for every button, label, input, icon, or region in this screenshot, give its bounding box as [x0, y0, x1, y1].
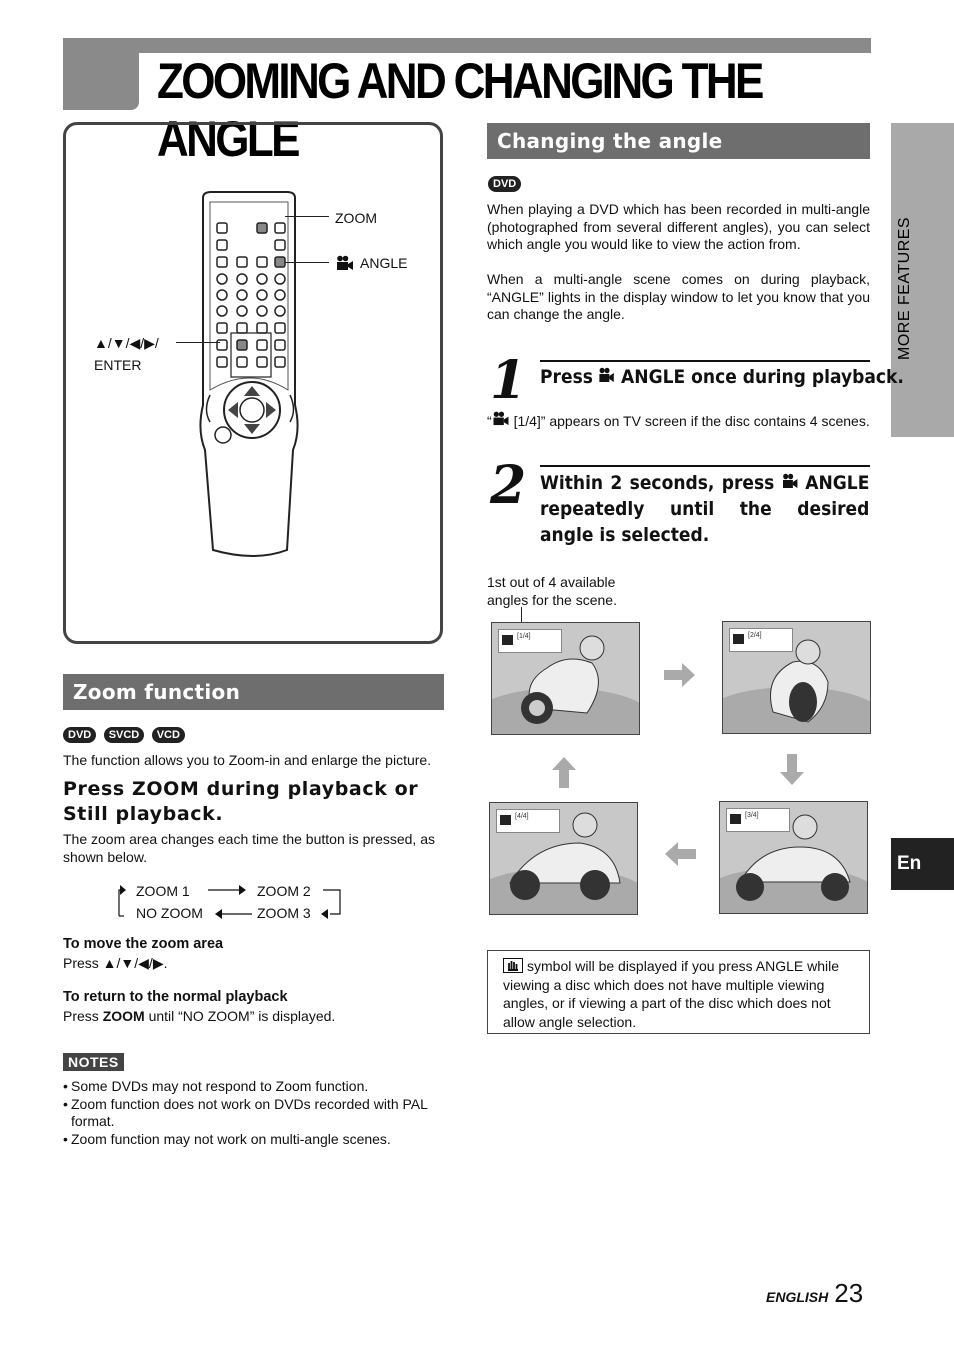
note-text: Some DVDs may not respond to Zoom function. [71, 1078, 369, 1094]
angle-icon [782, 473, 798, 489]
return-text [63, 1008, 335, 1026]
angle-icon [336, 255, 354, 271]
zoom-1-label: ZOOM 1 [136, 883, 190, 899]
zoom-callout: ZOOM [335, 210, 377, 226]
angle-image-1 [491, 622, 640, 735]
return-heading: To return to the normal playback [63, 989, 288, 1005]
angle-osd [729, 628, 793, 652]
angle-image-3 [719, 801, 868, 914]
page-footer [766, 1278, 863, 1309]
arrows-callout: ▲/▼/◀/▶/ [94, 335, 159, 351]
angle-osd-text: [4/4] [515, 813, 529, 820]
angle-osd-icon [733, 634, 744, 644]
language-tab: En [891, 838, 954, 890]
step-1-heading [540, 366, 904, 388]
step-1-number: 1 [490, 350, 527, 411]
badge-svcd: SVCD [104, 727, 145, 743]
angle-osd [726, 808, 790, 832]
step-2-post: ANGLE repeatedly until the desired angle is selected. [540, 472, 870, 546]
no-zoom-label: NO ZOOM [136, 905, 203, 921]
title-tab [63, 38, 139, 110]
zoom-leader-line [285, 216, 329, 217]
angle-osd [498, 629, 562, 653]
badge-dvd: DVD [63, 727, 96, 743]
note-item: • Zoom function may not work on multi-angle scenes. [63, 1130, 391, 1147]
note-item: • Some DVDs may not respond to Zoom function. [63, 1078, 369, 1094]
arrows-leader-line [176, 342, 220, 343]
angle-icon [492, 411, 510, 426]
notes-list [63, 1078, 453, 1148]
note-item: • Zoom function does not work on DVDs recorded with PAL format. [63, 1096, 453, 1131]
page-title: ZOOMING AND CHANGING THE ANGLE [157, 53, 762, 167]
step-1-post: ANGLE once during playback. [621, 366, 904, 388]
step-1-rule [540, 360, 870, 362]
zoom-disc-badges [63, 725, 188, 743]
angle-image-2 [722, 621, 871, 734]
zoom-cycle-diagram [118, 880, 348, 924]
note-text: Zoom function does not work on DVDs recorded with PAL format. [71, 1095, 428, 1129]
no-angle-info-text: symbol will be displayed if you press ANGLE while viewing a disc which does not have multiple viewing angles, or if viewing a part of the disc which does not allow angle selection. [503, 958, 840, 1030]
zoom-intro: The function allows you to Zoom-in and enlarge the picture. [63, 752, 432, 768]
side-tab-label: MORE FEATURES [896, 216, 913, 360]
angle-callout: ANGLE [360, 255, 408, 271]
footer-language: ENGLISH [766, 1289, 829, 1305]
badge-vcd: VCD [152, 727, 185, 743]
step-2-rule [540, 465, 870, 467]
prohibited-hand-icon [503, 958, 523, 973]
angle-osd-text: [2/4] [748, 632, 762, 639]
angle-osd [496, 809, 560, 833]
angle-osd-text: [3/4] [745, 812, 759, 819]
move-zoom-heading: To move the zoom area [63, 936, 224, 952]
zoom-instruction-heading: Press ZOOM during playback or Still playback. [63, 778, 419, 825]
title-bar [63, 38, 871, 53]
return-post: until “NO ZOOM” is displayed. [144, 1008, 336, 1024]
return-bold: ZOOM [102, 1008, 145, 1024]
angle-osd-icon [730, 814, 741, 824]
enter-callout: ENTER [94, 357, 142, 373]
remote-control-illustration [195, 190, 305, 565]
notes-block [63, 1054, 124, 1072]
move-zoom-text: Press ▲/▼/◀/▶. [63, 955, 168, 971]
arrow-right-icon [664, 662, 696, 688]
zoom-3-label: ZOOM 3 [257, 905, 311, 921]
arrow-left-icon [664, 841, 696, 867]
step-2-heading [540, 470, 869, 548]
angle-disc-badges [488, 174, 524, 192]
return-pre: Press [63, 1008, 103, 1024]
angle-para-1: When playing a DVD which has been recorded in multi-angle (photographed from several different angles), you can select which angle you would like to view the action from. [487, 201, 870, 252]
angle-icon [599, 367, 615, 383]
step-1-pre: Press [540, 366, 593, 388]
no-angle-info-box [487, 950, 870, 1034]
angle-caption: 1st out of 4 available angles for the scene. [487, 574, 617, 608]
step-2-number: 2 [490, 455, 527, 516]
badge-dvd: DVD [488, 176, 521, 192]
angle-para-2: When a multi-angle scene comes on during playback, “ANGLE” lights in the display window to let you know that you can change the angle. [487, 271, 870, 322]
arrow-up-icon [551, 756, 577, 788]
step-1-note-text: [1/4]” appears on TV screen if the disc contains 4 scenes. [513, 413, 870, 429]
step-1-note-quote: “ [487, 413, 492, 429]
notes-badge: NOTES [63, 1053, 124, 1071]
angle-osd-icon [502, 635, 513, 645]
zoom-section-header: Zoom function [63, 674, 444, 710]
note-text: Zoom function may not work on multi-angle scenes. [71, 1130, 391, 1147]
angle-osd-text: [1/4] [517, 633, 531, 640]
page-number: 23 [834, 1278, 864, 1308]
angle-leader-line [285, 262, 329, 263]
angle-osd-icon [500, 815, 511, 825]
zoom-2-label: ZOOM 2 [257, 883, 311, 899]
zoom-desc: The zoom area changes each time the button is pressed, as shown below. [63, 831, 435, 865]
angle-image-4 [489, 802, 638, 915]
step-2-pre: Within 2 seconds, press [540, 472, 775, 494]
angle-section-header: Changing the angle [487, 123, 870, 159]
step-1-note [487, 411, 870, 431]
arrow-down-icon [779, 754, 805, 786]
